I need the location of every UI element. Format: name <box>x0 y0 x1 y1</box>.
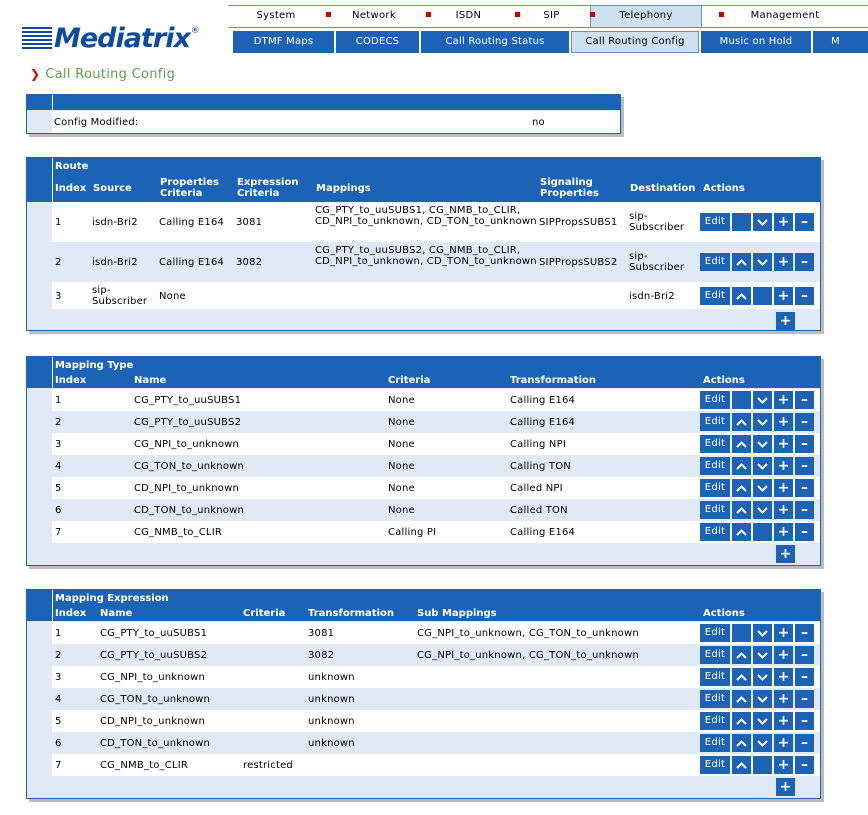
move-down-button[interactable] <box>753 501 772 519</box>
move-down-disabled <box>753 523 772 541</box>
col-transformation: Transformation <box>308 608 394 619</box>
route-properties: Calling E164 <box>159 257 225 268</box>
cell-transformation: unknown <box>308 738 355 749</box>
cell-name: CG_NPI_to_unknown <box>134 439 240 450</box>
insert-button[interactable]: + <box>774 756 793 774</box>
route-title: Route <box>55 161 89 172</box>
move-up-disabled <box>732 624 751 642</box>
cell-index: 2 <box>55 417 62 428</box>
add-mapping-expression-button[interactable]: + <box>776 778 795 796</box>
edit-button[interactable]: Edit <box>700 287 730 305</box>
cell-index: 3 <box>55 439 62 450</box>
route-index: 2 <box>55 257 62 268</box>
cell-name: CD_TON_to_unknown <box>134 505 245 516</box>
delete-button[interactable]: – <box>795 734 814 752</box>
table-row <box>52 754 820 776</box>
cell-transformation: Calling E164 <box>510 395 576 406</box>
edit-button[interactable]: Edit <box>700 668 730 686</box>
insert-button[interactable]: + <box>774 734 793 752</box>
cell-index: 4 <box>55 461 62 472</box>
delete-button[interactable]: – <box>795 523 814 541</box>
cell-index: 5 <box>55 483 62 494</box>
table-row <box>52 666 820 688</box>
col-actions: Actions <box>703 608 745 619</box>
delete-button[interactable]: – <box>795 501 814 519</box>
route-destination: sip-Subscriber <box>629 251 685 273</box>
row-actions <box>700 435 814 453</box>
cell-criteria: None <box>388 395 415 406</box>
delete-button[interactable]: – <box>795 253 814 271</box>
delete-button[interactable]: – <box>795 413 814 431</box>
cell-name: CG_TON_to_unknown <box>134 461 245 472</box>
table-row <box>52 688 820 710</box>
cell-transformation: unknown <box>308 694 355 705</box>
delete-button[interactable]: – <box>795 479 814 497</box>
move-down-button[interactable] <box>753 712 772 730</box>
cell-index: 7 <box>55 760 62 771</box>
move-up-button[interactable] <box>732 501 751 519</box>
route-expression: 3082 <box>236 257 263 268</box>
col-expression-criteria: Expression Criteria <box>237 177 299 199</box>
add-mapping-type-button[interactable]: + <box>776 545 795 563</box>
top-nav <box>228 5 868 28</box>
route-properties: None <box>159 291 186 302</box>
move-up-button[interactable] <box>732 413 751 431</box>
nav-separator-bullet <box>719 12 724 17</box>
mapping-type-header <box>27 357 820 388</box>
insert-button[interactable]: + <box>774 501 793 519</box>
table-row <box>52 389 820 411</box>
config-panel-header <box>27 95 620 110</box>
move-up-button[interactable] <box>732 646 751 664</box>
cell-transformation: Called NPI <box>510 483 563 494</box>
insert-button[interactable]: + <box>774 213 793 231</box>
logo-registered-mark: ® <box>190 26 200 36</box>
route-source: sip-Subscriber <box>92 285 148 307</box>
move-up-button[interactable] <box>732 287 751 305</box>
cell-criteria: restricted <box>243 760 293 771</box>
insert-button[interactable]: + <box>774 712 793 730</box>
edit-button[interactable]: Edit <box>700 213 730 231</box>
cell-name: CG_NMB_to_CLIR <box>100 760 188 771</box>
route-signaling: SIPPropsSUBS2 <box>539 257 618 268</box>
cell-name: CG_PTY_to_uuSUBS2 <box>100 650 208 661</box>
move-down-button[interactable] <box>753 690 772 708</box>
delete-button[interactable]: – <box>795 690 814 708</box>
move-down-button[interactable] <box>753 479 772 497</box>
cell-criteria: Calling PI <box>388 527 437 538</box>
mapping-type-title: Mapping Type <box>55 360 134 371</box>
edit-button[interactable]: Edit <box>700 690 730 708</box>
edit-button[interactable]: Edit <box>700 734 730 752</box>
table-row <box>52 455 820 477</box>
cell-name: CG_NPI_to_unknown <box>100 672 206 683</box>
delete-button[interactable]: – <box>795 756 814 774</box>
insert-button[interactable]: + <box>774 391 793 409</box>
col-properties-criteria: Properties Criteria <box>160 177 219 199</box>
route-row <box>52 242 820 282</box>
table-row <box>52 499 820 521</box>
table-row <box>52 411 820 433</box>
edit-button[interactable]: Edit <box>700 501 730 519</box>
move-up-button[interactable] <box>732 435 751 453</box>
insert-button[interactable]: + <box>774 690 793 708</box>
row-actions <box>700 479 814 497</box>
cell-sub-mappings: CG_NPI_to_unknown, CG_TON_to_unknown <box>417 628 639 639</box>
insert-button[interactable]: + <box>774 624 793 642</box>
move-down-button[interactable] <box>753 213 772 231</box>
col-destination: Destination <box>630 183 696 194</box>
move-up-button[interactable] <box>732 457 751 475</box>
row-actions <box>700 712 814 730</box>
cell-transformation: Calling E164 <box>510 417 576 428</box>
cell-criteria: None <box>388 505 415 516</box>
sub-nav-codecs[interactable]: CODECS <box>336 31 419 53</box>
page-title <box>30 67 175 82</box>
nav-separator-bullet <box>326 12 331 17</box>
nav-separator-bullet <box>426 12 431 17</box>
cell-transformation: Calling E164 <box>510 527 576 538</box>
sub-nav-dtmf-maps[interactable]: DTMF Maps <box>233 31 334 53</box>
delete-button[interactable]: – <box>795 646 814 664</box>
move-down-button[interactable] <box>753 391 772 409</box>
move-down-button[interactable] <box>753 646 772 664</box>
row-actions <box>700 734 814 752</box>
move-up-button[interactable] <box>732 690 751 708</box>
cell-transformation: Called TON <box>510 505 568 516</box>
sub-nav <box>233 31 868 53</box>
top-nav-sip[interactable]: SIP <box>543 10 560 21</box>
col-sub-mappings: Sub Mappings <box>417 608 497 619</box>
row-actions <box>700 501 814 519</box>
col-actions: Actions <box>703 375 745 386</box>
cell-index: 3 <box>55 672 62 683</box>
move-down-button[interactable] <box>753 435 772 453</box>
table-row <box>52 732 820 754</box>
table-row <box>52 521 820 543</box>
route-index: 1 <box>55 217 62 228</box>
insert-button[interactable]: + <box>774 646 793 664</box>
cell-index: 5 <box>55 716 62 727</box>
sub-nav-call-routing-config[interactable]: Call Routing Config <box>571 31 699 53</box>
row-actions <box>700 690 814 708</box>
move-up-button[interactable] <box>732 734 751 752</box>
insert-button[interactable]: + <box>774 668 793 686</box>
edit-button[interactable]: Edit <box>700 435 730 453</box>
delete-button[interactable]: – <box>795 213 814 231</box>
page-title-text: Call Routing Config <box>45 67 176 82</box>
mapping-expression-panel <box>26 589 821 799</box>
row-actions <box>700 624 814 642</box>
move-down-disabled <box>753 287 772 305</box>
cell-name: CG_PTY_to_uuSUBS1 <box>134 395 242 406</box>
delete-button[interactable]: – <box>795 287 814 305</box>
edit-button[interactable]: Edit <box>700 391 730 409</box>
sub-nav-music-on-hold[interactable]: Music on Hold <box>701 31 811 53</box>
cell-name: CD_TON_to_unknown <box>100 738 211 749</box>
row-actions <box>700 391 814 409</box>
cell-index: 1 <box>55 628 62 639</box>
cell-name: CG_TON_to_unknown <box>100 694 211 705</box>
delete-button[interactable]: – <box>795 668 814 686</box>
route-source: isdn-Bri2 <box>92 217 138 228</box>
route-signaling: SIPPropsSUBS1 <box>539 217 618 228</box>
col-transformation: Transformation <box>510 375 596 386</box>
nav-separator-bullet <box>590 12 595 17</box>
move-down-button[interactable] <box>753 413 772 431</box>
route-actions <box>700 253 814 271</box>
delete-button[interactable]: – <box>795 712 814 730</box>
route-source: isdn-Bri2 <box>92 257 138 268</box>
route-row <box>52 202 820 242</box>
move-up-button[interactable] <box>732 523 751 541</box>
edit-button[interactable]: Edit <box>700 646 730 664</box>
col-signaling-properties: Signaling Properties <box>540 177 599 199</box>
move-up-disabled <box>732 213 751 231</box>
top-nav-telephony[interactable]: Telephony <box>590 6 702 27</box>
config-modified-label: Config Modified: <box>54 117 139 128</box>
insert-button[interactable]: + <box>774 457 793 475</box>
cell-criteria: None <box>388 439 415 450</box>
move-down-disabled <box>753 756 772 774</box>
col-criteria: Criteria <box>388 375 431 386</box>
row-actions <box>700 756 814 774</box>
insert-button[interactable]: + <box>774 435 793 453</box>
top-nav-network[interactable]: Network <box>352 10 396 21</box>
route-mappings: CG_PTY_to_uuSUBS2, CG_NMB_to_CLIR, CD_NPI_to_unknown, CD_TON_to_unknown <box>315 245 537 267</box>
col-mappings: Mappings <box>316 183 371 194</box>
cell-index: 6 <box>55 738 62 749</box>
row-actions <box>700 523 814 541</box>
move-down-button[interactable] <box>753 668 772 686</box>
sub-nav-more[interactable]: M <box>813 31 868 53</box>
row-actions <box>700 668 814 686</box>
row-actions <box>700 413 814 431</box>
cell-transformation: unknown <box>308 716 355 727</box>
cell-name: CG_PTY_to_uuSUBS2 <box>134 417 242 428</box>
insert-button[interactable]: + <box>774 253 793 271</box>
config-modified-value: no <box>532 117 545 128</box>
route-index: 3 <box>55 291 62 302</box>
table-row <box>52 622 820 644</box>
edit-button[interactable]: Edit <box>700 457 730 475</box>
config-panel <box>26 94 621 134</box>
cell-name: CD_NPI_to_unknown <box>134 483 240 494</box>
cell-criteria: None <box>388 461 415 472</box>
col-criteria: Criteria <box>243 608 286 619</box>
mapping-expression-header <box>27 590 820 621</box>
cell-name: CG_PTY_to_uuSUBS1 <box>100 628 208 639</box>
move-up-button[interactable] <box>732 712 751 730</box>
row-actions <box>700 646 814 664</box>
route-actions <box>700 287 814 305</box>
edit-button[interactable]: Edit <box>700 756 730 774</box>
config-row <box>52 111 620 133</box>
mapping-expression-title: Mapping Expression <box>55 593 169 604</box>
cell-index: 4 <box>55 694 62 705</box>
logo-text: Mediatrix <box>54 23 190 54</box>
route-actions <box>700 213 814 231</box>
cell-transformation: Calling NPI <box>510 439 566 450</box>
cell-transformation: Calling TON <box>510 461 571 472</box>
insert-button[interactable]: + <box>774 287 793 305</box>
cell-index: 6 <box>55 505 62 516</box>
row-actions <box>700 457 814 475</box>
col-actions: Actions <box>703 183 745 194</box>
top-nav-management[interactable]: Management <box>750 10 820 21</box>
delete-button[interactable]: – <box>795 435 814 453</box>
cell-transformation: 3081 <box>308 628 335 639</box>
move-down-button[interactable] <box>753 624 772 642</box>
route-destination: isdn-Bri2 <box>629 291 675 302</box>
cell-index: 1 <box>55 395 62 406</box>
add-route-button[interactable]: + <box>776 312 795 330</box>
cell-index: 2 <box>55 650 62 661</box>
delete-button[interactable]: – <box>795 624 814 642</box>
edit-button[interactable]: Edit <box>700 712 730 730</box>
edit-button[interactable]: Edit <box>700 479 730 497</box>
move-up-button[interactable] <box>732 756 751 774</box>
cell-index: 7 <box>55 527 62 538</box>
top-nav-system[interactable]: System <box>256 10 296 21</box>
cell-transformation: 3082 <box>308 650 335 661</box>
cell-criteria: None <box>388 483 415 494</box>
move-up-button[interactable] <box>732 253 751 271</box>
delete-button[interactable]: – <box>795 457 814 475</box>
col-index: Index <box>55 375 87 386</box>
cell-name: CD_NPI_to_unknown <box>100 716 206 727</box>
title-arrow-icon: ❯ <box>30 67 41 81</box>
mapping-type-panel <box>26 356 821 566</box>
table-row <box>52 477 820 499</box>
insert-button[interactable]: + <box>774 479 793 497</box>
move-down-button[interactable] <box>753 734 772 752</box>
top-nav-isdn[interactable]: ISDN <box>455 10 482 21</box>
insert-button[interactable]: + <box>774 413 793 431</box>
cell-name: CG_NMB_to_CLIR <box>134 527 222 538</box>
route-expression: 3081 <box>236 217 263 228</box>
delete-button[interactable]: – <box>795 391 814 409</box>
move-down-button[interactable] <box>753 457 772 475</box>
route-panel <box>26 157 821 331</box>
route-row <box>52 282 820 309</box>
edit-button[interactable]: Edit <box>700 413 730 431</box>
route-properties: Calling E164 <box>159 217 225 228</box>
sub-nav-call-routing-status[interactable]: Call Routing Status <box>421 31 569 53</box>
brand-logo <box>22 24 200 54</box>
route-mappings: CG_PTY_to_uuSUBS1, CG_NMB_to_CLIR, CD_NPI_to_unknown, CD_TON_to_unknown <box>315 205 537 227</box>
insert-button[interactable]: + <box>774 523 793 541</box>
route-destination: sip-Subscriber <box>629 211 685 233</box>
cell-sub-mappings: CG_NPI_to_unknown, CG_TON_to_unknown <box>417 650 639 661</box>
move-up-button[interactable] <box>732 668 751 686</box>
move-up-button[interactable] <box>732 479 751 497</box>
table-row <box>52 710 820 732</box>
edit-button[interactable]: Edit <box>700 624 730 642</box>
col-name: Name <box>100 608 133 619</box>
table-row <box>52 433 820 455</box>
cell-criteria: None <box>388 417 415 428</box>
col-source: Source <box>93 183 132 194</box>
table-row <box>52 644 820 666</box>
move-up-disabled <box>732 391 751 409</box>
logo-lines-icon <box>22 27 52 51</box>
cell-transformation: unknown <box>308 672 355 683</box>
edit-button[interactable]: Edit <box>700 523 730 541</box>
move-down-button[interactable] <box>753 253 772 271</box>
col-index: Index <box>55 183 87 194</box>
col-index: Index <box>55 608 87 619</box>
col-name: Name <box>134 375 167 386</box>
nav-separator-bullet <box>515 12 520 17</box>
route-panel-header <box>27 158 820 202</box>
edit-button[interactable]: Edit <box>700 253 730 271</box>
